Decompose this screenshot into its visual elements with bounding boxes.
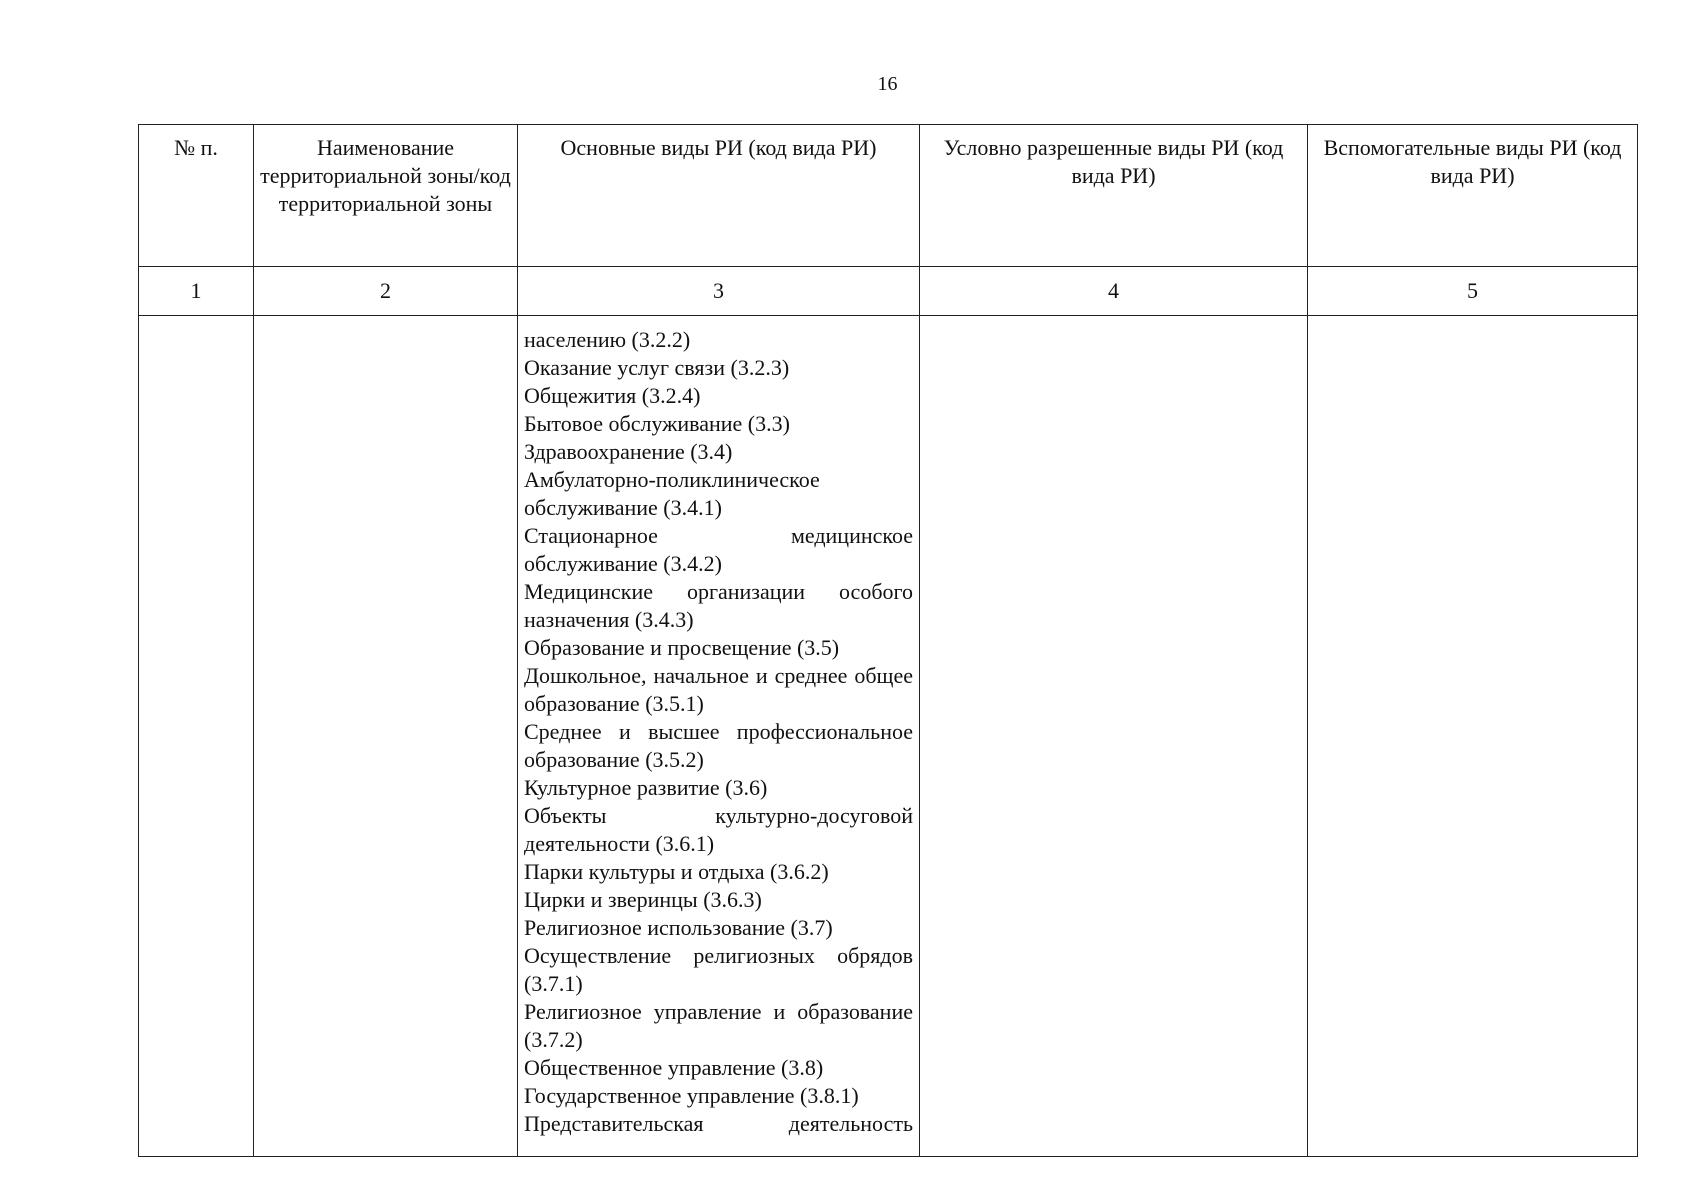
list-item: Государственное управление (3.8.1): [524, 1083, 859, 1108]
list-item: Общественное управление (3.8): [524, 1055, 824, 1080]
column-number: 4: [920, 267, 1308, 316]
list-item: Общежития (3.2.4): [524, 383, 701, 408]
header-auxiliary-uses: Вспомогательные виды РИ (код вида РИ): [1308, 125, 1638, 267]
list-item: Амбулаторно-поликлиническое обслуживание (3.4.1): [524, 467, 820, 520]
list-item: Здравоохранение (3.4): [524, 439, 733, 464]
list-item: Стационарное медицинское обслуживание (3.4.2): [524, 523, 913, 576]
list-item: Медицинские организации особого назначения (3.4.3): [524, 579, 913, 632]
header-zone-name: Наименование территориальной зоны/код территориальной зоны: [254, 125, 518, 267]
page-number: 16: [877, 73, 898, 95]
list-item: Цирки и зверинцы (3.6.3): [524, 887, 762, 912]
cell-main-uses: [518, 316, 920, 1157]
cell-conditional-uses: [920, 316, 1308, 1157]
cell-number: [139, 316, 254, 1157]
column-number-row: [139, 267, 1638, 316]
land-use-table: [138, 124, 1638, 1157]
list-item: Религиозное управление и образование (3.7.2): [524, 999, 913, 1052]
table-header-row: [139, 125, 1638, 267]
cell-zone-name: [254, 316, 518, 1157]
list-item: Парки культуры и отдыха (3.6.2): [524, 859, 829, 884]
list-item: Осуществление религиозных обрядов (3.7.1): [524, 943, 913, 996]
list-item: Образование и просвещение (3.5): [524, 635, 840, 660]
column-number: 3: [518, 267, 920, 316]
table-row: [139, 316, 1638, 1157]
header-main-uses: Основные виды РИ (код вида РИ): [518, 125, 920, 267]
header-conditional-uses: Условно разрешенные виды РИ (код вида РИ): [920, 125, 1308, 267]
column-number: 1: [139, 267, 254, 316]
list-item: Оказание услуг связи (3.2.3): [524, 355, 790, 380]
list-item: Религиозное использование (3.7): [524, 915, 833, 940]
list-item: Дошкольное, начальное и среднее общее образование (3.5.1): [524, 663, 913, 716]
list-item: Культурное развитие (3.6): [524, 775, 768, 800]
column-number: 5: [1308, 267, 1638, 316]
cell-auxiliary-uses: [1308, 316, 1638, 1157]
list-item: Объекты культурно-досуговой деятельности (3.6.1): [524, 803, 913, 856]
header-number: № п.: [139, 125, 254, 267]
list-item: Бытовое обслуживание (3.3): [524, 411, 790, 436]
list-item: Представительская деятельность: [524, 1111, 913, 1136]
column-number: 2: [254, 267, 518, 316]
list-item: населению (3.2.2): [524, 327, 691, 352]
list-item: Среднее и высшее профессиональное образование (3.5.2): [524, 719, 913, 772]
